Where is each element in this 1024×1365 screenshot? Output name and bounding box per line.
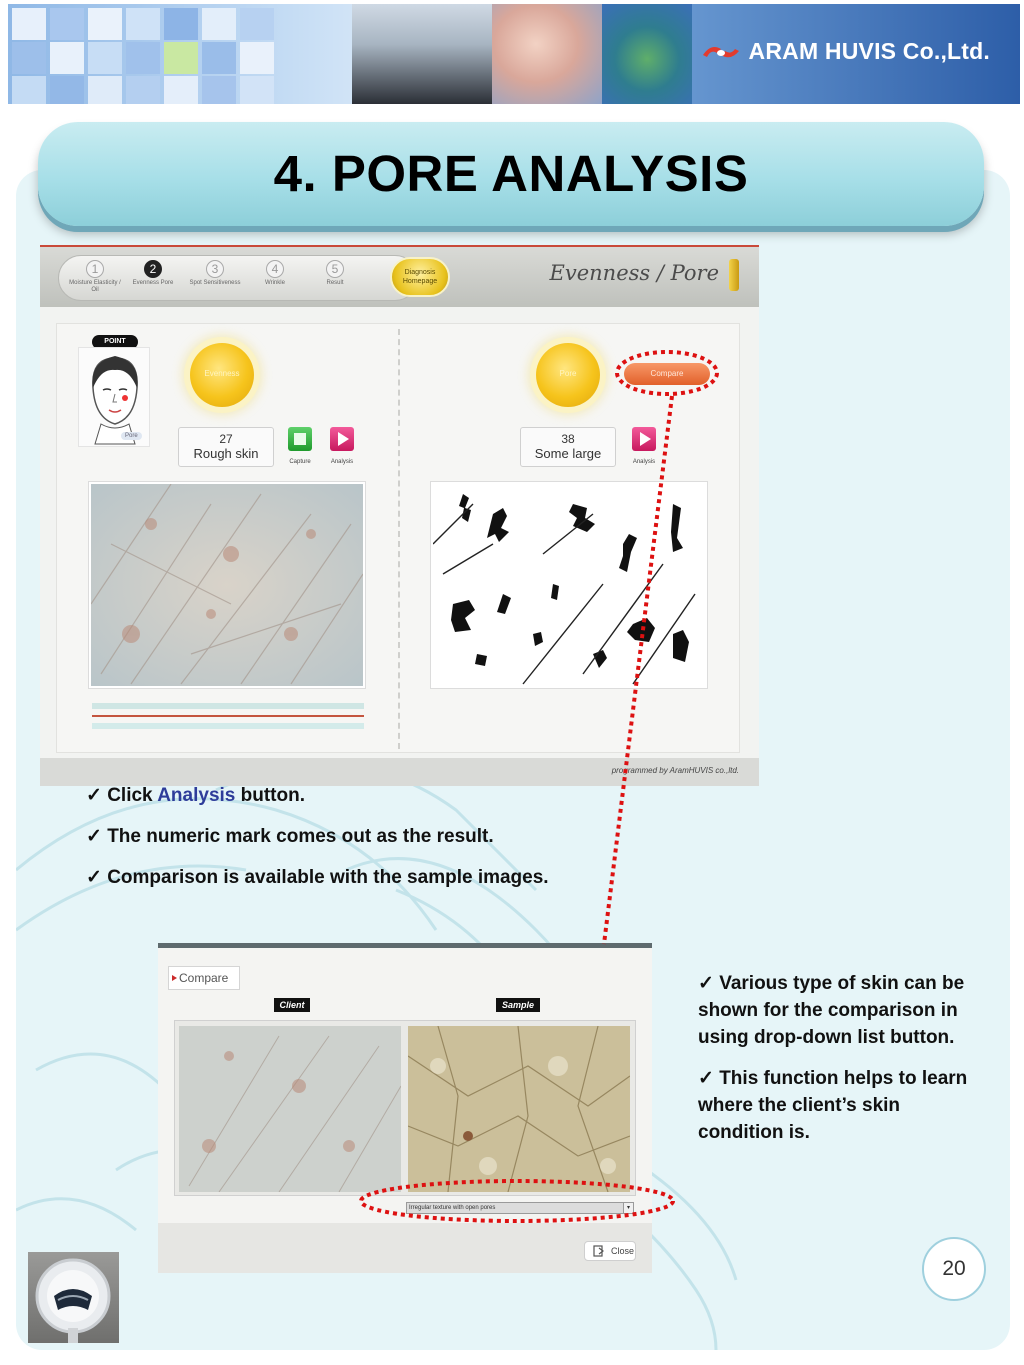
capture-label: Capture <box>289 459 311 465</box>
page-title: 4. PORE ANALYSIS <box>273 145 749 202</box>
step-navigator <box>58 255 418 301</box>
chevron-down-icon[interactable]: ▾ <box>623 1203 633 1213</box>
pore-indicator <box>536 343 600 407</box>
panel-divider <box>398 329 400 749</box>
capture-icon <box>288 427 312 451</box>
banner-photo-globe <box>602 4 692 104</box>
instruction-highlight: Analysis <box>157 785 236 806</box>
note-text: This function helps to learn where the client’s skin condition is. <box>698 1068 968 1143</box>
pore-analysis-label: Analysis <box>632 459 656 465</box>
homepage-button[interactable] <box>390 257 450 297</box>
app-screenshot-pore <box>40 245 759 786</box>
step-number: 1 <box>86 260 104 278</box>
app-toolbar <box>40 247 759 307</box>
step-label: Moisture Elasticity / Oil <box>69 280 121 293</box>
step-number: 2 <box>144 260 162 278</box>
header-banner <box>8 4 1020 104</box>
instruction-1 <box>86 782 549 823</box>
home-button-label: Homepage <box>402 278 438 285</box>
note-1 <box>698 970 978 1051</box>
device-thumbnail <box>28 1252 119 1343</box>
check-icon: ✓ <box>698 973 720 994</box>
company-logo-icon <box>701 41 741 63</box>
play-icon <box>330 427 354 451</box>
check-icon: ✓ <box>698 1068 720 1089</box>
note-text: Various type of skin can be shown for the comparison in using drop-down list button. <box>698 973 965 1048</box>
pore-score-box <box>520 427 616 467</box>
analysis-label: Analysis <box>330 459 354 465</box>
step-label: Spot Sensitiveness <box>189 280 241 286</box>
progress-strip <box>92 723 364 729</box>
close-label: Close <box>611 1246 635 1256</box>
feature-notes <box>698 970 978 1160</box>
skin-type-dropdown[interactable] <box>406 1202 634 1214</box>
sample-skin-thumbnail <box>408 1026 630 1192</box>
note-2 <box>698 1065 978 1146</box>
instruction-text: Click <box>107 785 158 806</box>
skin-texture-image <box>91 484 363 686</box>
pore-map-image <box>433 484 705 686</box>
analysis-button[interactable] <box>330 427 354 451</box>
banner-photo-face <box>492 4 602 104</box>
compare-tab[interactable]: Compare <box>168 966 240 990</box>
step-label: Evenness Pore <box>132 280 174 286</box>
instruction-3 <box>86 864 549 905</box>
pore-binary-image <box>430 481 708 689</box>
compare-button[interactable]: Compare <box>624 363 710 385</box>
check-icon: ✓ <box>86 785 108 806</box>
step-4[interactable] <box>245 260 305 287</box>
footer-credit: programmed by AramHUVIS co.,ltd. <box>611 766 739 775</box>
comparison-images <box>174 1020 636 1196</box>
sample-tag: Sample <box>496 998 540 1012</box>
evenness-score-box <box>178 427 274 467</box>
window-accent <box>158 943 236 948</box>
face-diagram <box>78 347 150 447</box>
skin-scanner-device-icon <box>28 1252 119 1343</box>
company-name: ARAM HUVIS Co.,Ltd. <box>748 38 990 64</box>
client-skin-thumbnail <box>179 1026 401 1192</box>
dropdown-value: Irregular texture with open pores <box>409 1205 496 1211</box>
pore-result: Some large <box>534 446 602 461</box>
step-1[interactable] <box>65 260 125 294</box>
client-tag: Client <box>274 998 310 1012</box>
step-label: Wrinkle <box>265 280 285 286</box>
capture-button[interactable] <box>288 427 312 451</box>
evenness-result: Rough skin <box>193 446 259 461</box>
compare-window <box>158 943 652 1273</box>
instruction-text: button. <box>235 785 305 806</box>
close-door-icon <box>593 1245 605 1257</box>
instruction-2 <box>86 823 549 864</box>
evenness-score: 27 <box>219 432 233 446</box>
close-button[interactable] <box>584 1241 636 1261</box>
check-icon: ✓ <box>86 826 108 847</box>
title-bar <box>38 122 984 226</box>
check-icon: ✓ <box>86 867 108 888</box>
instruction-text: Comparison is available with the sample images. <box>107 867 549 888</box>
page-number: 20 <box>922 1237 986 1301</box>
pore-analysis-button[interactable] <box>632 427 656 451</box>
step-number: 5 <box>326 260 344 278</box>
instruction-list <box>86 782 549 905</box>
step-number: 4 <box>266 260 284 278</box>
step-label: Result <box>326 280 344 286</box>
pore-score: 38 <box>561 432 575 446</box>
step-2[interactable] <box>123 260 183 287</box>
pore-label: Pore <box>559 369 577 378</box>
step-number: 3 <box>206 260 224 278</box>
step-5[interactable] <box>305 260 365 287</box>
banner-photo-people <box>352 4 492 104</box>
instruction-text: The numeric mark comes out as the result. <box>107 826 494 847</box>
play-icon <box>632 427 656 451</box>
evenness-label: Evenness <box>204 369 240 378</box>
section-heading: Evenness / Pore <box>549 261 719 285</box>
face-tag: Pore <box>121 432 142 440</box>
compare-footer <box>158 1223 652 1273</box>
progress-strip <box>92 703 364 709</box>
evenness-indicator <box>190 343 254 407</box>
point-badge: POINT <box>92 335 138 349</box>
progress-line <box>92 715 364 717</box>
home-button-caption: Diagnosis <box>404 269 436 276</box>
client-skin-image <box>88 481 366 689</box>
heading-tab-marker <box>729 259 739 291</box>
step-3[interactable] <box>185 260 245 287</box>
